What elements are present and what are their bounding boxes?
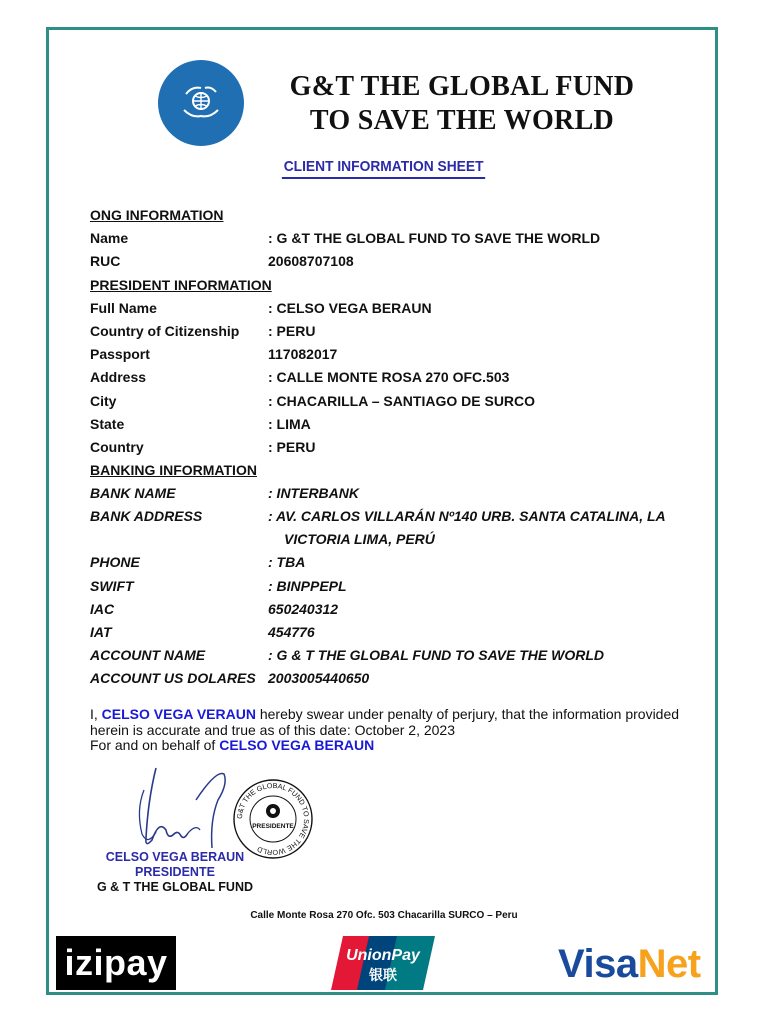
footer-address: Calle Monte Rosa 270 Ofc. 503 Chacarilla SURCO – Peru [250, 910, 518, 921]
info-row-label: Passport [90, 346, 150, 363]
info-row-label: Country of Citizenship [90, 322, 240, 339]
info-row-value-text: : CHACARILLA – SANTIAGO DE SURCO [268, 392, 536, 409]
info-row-label: State [90, 415, 125, 432]
info-row-label: Full Name [90, 299, 157, 316]
info-row-label: IAT [90, 624, 112, 640]
info-row [90, 227, 710, 250]
info-table [90, 204, 710, 691]
seal-ring-text: G&T THE GLOBAL FUND TO SAVE THE WORLD [234, 780, 312, 858]
signatory-org: G & T THE GLOBAL FUND [96, 880, 253, 894]
info-row-value-text: : BINPPEPL [268, 577, 347, 594]
info-row-label: BANK NAME [90, 485, 176, 502]
info-row-value-text: : LIMA [268, 415, 311, 432]
info-row-value-text: : INTERBANK [268, 485, 359, 502]
info-row-value [268, 413, 311, 436]
info-row [90, 667, 710, 690]
info-row-value [268, 366, 509, 389]
info-row-label: BANK ADDRESS [90, 508, 203, 525]
signatory-role: PRESIDENTE [135, 865, 215, 879]
section-heading-label: PRESIDENT INFORMATION [90, 276, 272, 293]
info-row-value-text: : PERU [268, 322, 316, 339]
info-row-value-text: : TBA [268, 554, 306, 571]
info-row-value [268, 297, 432, 320]
unionpay-logo-cn: 银联 [369, 968, 397, 984]
izipay-logo: izipay [56, 936, 176, 990]
info-row-value [268, 320, 315, 343]
info-row [90, 436, 710, 459]
title-line-2: TO SAVE THE WORLD [309, 105, 615, 136]
on-behalf-name: CELSO VEGA BERAUN [219, 737, 375, 753]
info-row-value-text: : AV. CARLOS VILLARÁN Nº140 URB. SANTA CATALINA, LA [268, 508, 666, 525]
info-row-value-text: : G & T THE GLOBAL FUND TO SAVE THE WORLD [268, 647, 604, 664]
info-row-label: City [90, 392, 117, 409]
info-row-label: Country [90, 438, 144, 455]
info-row-value [268, 390, 535, 413]
info-row [90, 320, 710, 343]
info-row [90, 250, 710, 273]
info-row [90, 343, 710, 366]
info-row [90, 551, 710, 574]
info-row [90, 390, 710, 413]
info-row [90, 297, 710, 320]
info-row-value-text: 117082017 [268, 346, 338, 363]
official-seal [232, 778, 314, 860]
info-row [90, 575, 710, 598]
info-row-value-text: 454776 [268, 624, 315, 640]
info-row-value [268, 575, 347, 598]
section-heading [90, 274, 710, 297]
section-heading [90, 459, 710, 482]
info-row [90, 621, 710, 644]
declaration-text: hereby swear under penalty of perjury, that the information provided herein is accurate and true as of this date: October 2, 2023 [90, 706, 680, 738]
section-heading-label: BANKING INFORMATION [90, 462, 257, 479]
info-row [90, 366, 710, 389]
info-row-label: IAC [90, 600, 115, 617]
info-row-value [268, 436, 315, 459]
signature-block [70, 850, 280, 895]
visanet-logo-visa: Visa [558, 942, 638, 986]
info-row-value-continued: VICTORIA LIMA, PERÚ [284, 531, 435, 548]
globe-hands-icon [178, 80, 224, 126]
visanet-logo [558, 940, 701, 988]
info-row-value-text: 2003005440650 [268, 670, 370, 687]
declaration-paragraph [90, 707, 690, 754]
info-row-value [268, 551, 305, 574]
info-row-value-text: : PERU [268, 438, 316, 455]
info-row-label: Name [90, 230, 129, 247]
info-row-value-text: 20608707108 [268, 253, 354, 270]
info-row-value [268, 644, 604, 667]
info-row-label: RUC [90, 253, 121, 270]
visanet-logo-net: Net [637, 942, 701, 986]
info-row-value [268, 482, 359, 505]
info-row-value [268, 598, 338, 621]
info-row-value [268, 250, 354, 273]
info-row-value-text: : CELSO VEGA BERAUN [268, 299, 432, 316]
info-row-label: Address [90, 369, 147, 386]
info-row-label: SWIFT [90, 577, 134, 594]
document-title [252, 70, 672, 138]
info-row [90, 505, 710, 551]
section-heading-label: ONG INFORMATION [90, 207, 224, 223]
info-row-value-text: : G &T THE GLOBAL FUND TO SAVE THE WORLD [268, 230, 601, 247]
svg-text:G&T THE GLOBAL FUND TO SAVE TH [235, 781, 311, 857]
info-row-value-text: 650240312 [268, 600, 339, 617]
signatory-name: CELSO VEGA BERAUN [105, 850, 245, 864]
info-row-value [268, 621, 315, 644]
info-row-value [268, 227, 600, 250]
info-row-value [268, 343, 337, 366]
on-behalf-prefix: For and on behalf of [90, 737, 216, 753]
handwritten-signature [126, 760, 236, 860]
info-row-value-text: : CALLE MONTE ROSA 270 OFC.503 [268, 369, 510, 386]
fund-logo [158, 60, 244, 146]
sheet-title-text: CLIENT INFORMATION SHEET [282, 158, 486, 179]
declaration-prefix: I, [90, 706, 98, 722]
section-heading [90, 204, 710, 227]
info-row [90, 598, 710, 621]
info-row [90, 644, 710, 667]
info-row [90, 482, 710, 505]
info-row-value [268, 505, 688, 551]
title-line-1: G&T THE GLOBAL FUND [289, 71, 635, 102]
info-row-label: ACCOUNT NAME [90, 647, 206, 664]
declaration-name: CELSO VEGA VERAUN [101, 706, 256, 722]
info-row-label: PHONE [90, 554, 140, 571]
info-row [90, 413, 710, 436]
info-row-value [268, 667, 369, 690]
seal-center-text: PRESIDENTE [252, 823, 294, 830]
sheet-title [0, 158, 768, 179]
unionpay-logo [329, 934, 437, 992]
unionpay-logo-text: UnionPay [346, 947, 420, 964]
info-row-label: ACCOUNT US DOLARES [90, 670, 256, 687]
